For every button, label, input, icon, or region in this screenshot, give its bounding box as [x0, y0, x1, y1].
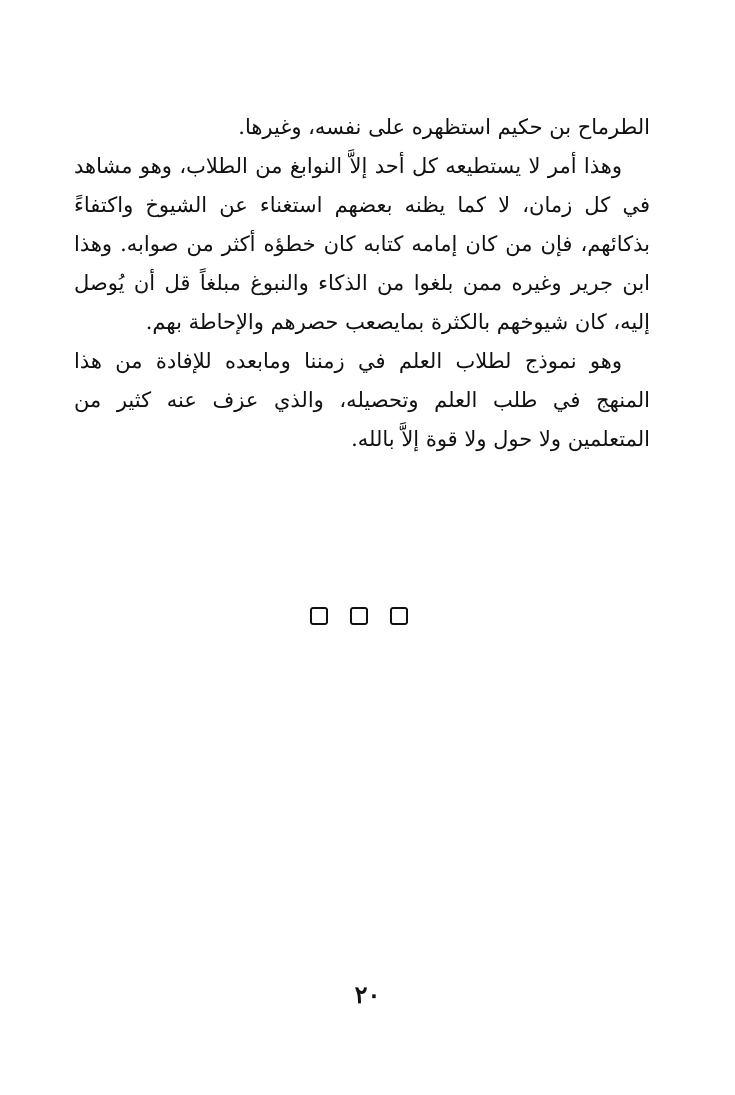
paragraph-2: وهذا أمر لا يستطيعه كل أحد إلاَّ النوابغ من الطلاب، وهو مشاهد في كل زمان، لا كما يظنه بعضهم استغناء عن الشيوخ واكتفاءً بذكائهم، فإن من كان إمامه كتابه كان خطؤه أكثر من صوابه. وهذا ابن جرير وغيره ممن بلغوا من الذكاء والنبوغ مبلغاً قل أن يُوصل إليه، كان شيوخهم بالكثرة بمايصعب حصرهم والإحاطة بهم.: [74, 154, 650, 334]
square-icon: [310, 607, 328, 625]
paragraph-3: وهو نموذج لطلاب العلم في زمننا ومابعده للإفادة من هذا المنهج في طلب العلم وتحصيله، والذي عزف عنه كثير من المتعلمين ولا حول ولا قوة إلاَّ بالله.: [74, 349, 650, 451]
square-icon: [350, 607, 368, 625]
square-icon: [390, 607, 408, 625]
body-text: [74, 108, 650, 459]
page-number: ٢٠: [354, 980, 381, 1009]
paragraph-1: الطرماح بن حكيم استظهره على نفسه، وغيرها.: [238, 115, 650, 139]
section-separator: [310, 607, 408, 625]
